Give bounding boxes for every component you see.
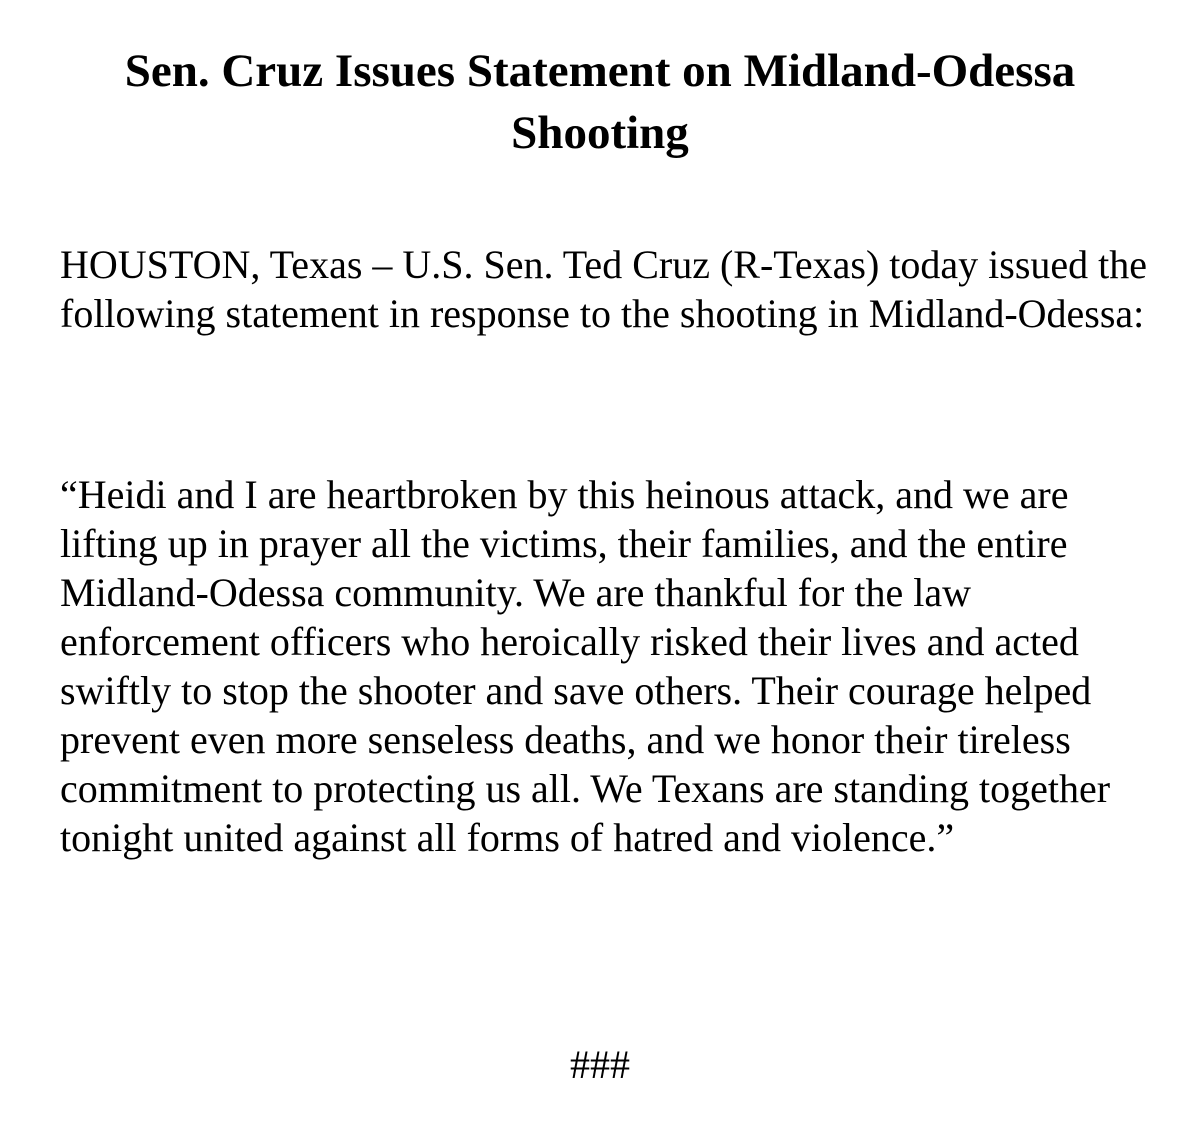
end-of-release-mark: ###: [570, 1042, 630, 1087]
statement-quote-paragraph: “Heidi and I are heartbroken by this heinous attack, and we are lifting up in prayer all the victims, their families, and the entire Midland-Odessa community. We are thankful for the law enforcement officers who heroically risked their lives and acted swiftly to stop the shooter and save others. Their courage helped prevent even more senseless deaths, and we honor their tireless commitment to protecting us all. We Texans are standing together tonight united against all forms of hatred and violence.”: [60, 472, 1111, 860]
intro-paragraph: HOUSTON, Texas – U.S. Sen. Ted Cruz (R-Texas) today issued the following statement in response to the shooting in Midland-Odessa:: [60, 242, 1148, 336]
document-title: Sen. Cruz Issues Statement on Midland-Odessa Shooting: [124, 45, 1076, 159]
